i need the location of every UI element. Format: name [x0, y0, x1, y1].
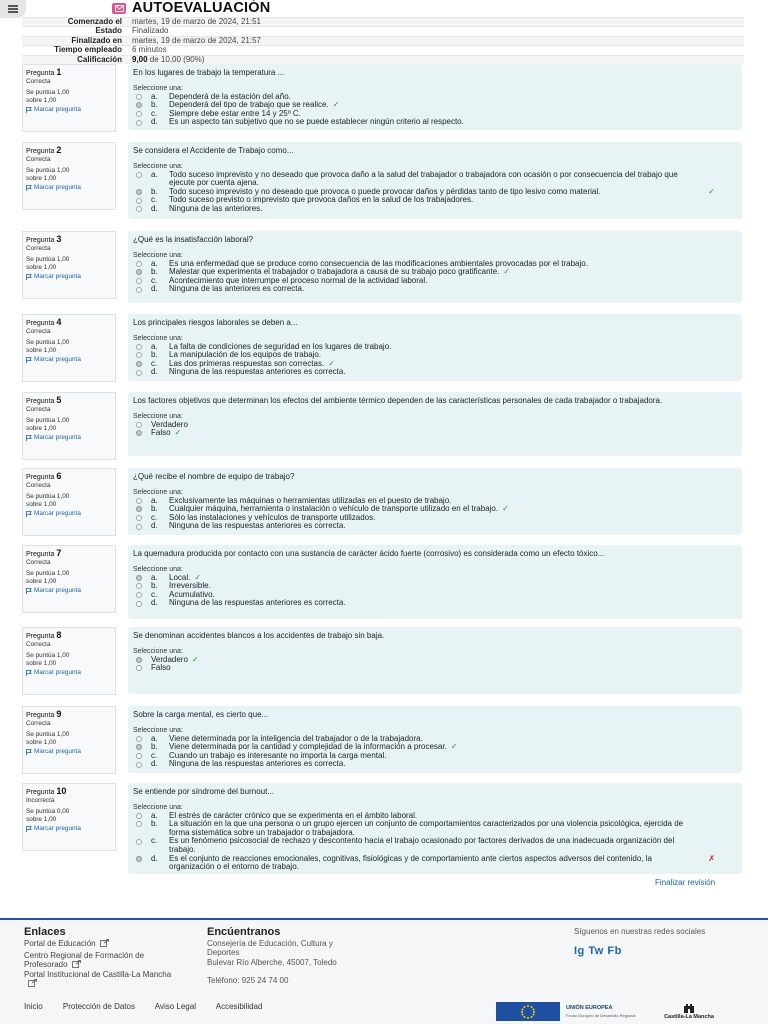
- answer-radio[interactable]: [136, 269, 142, 275]
- social-links[interactable]: Ig Tw Fb: [574, 945, 622, 957]
- answer-letter: a.: [151, 258, 158, 268]
- answer-prompt: Seleccione una:: [133, 488, 183, 496]
- answer-option[interactable]: [133, 118, 737, 127]
- question-content: [128, 545, 742, 619]
- answer-text: Local.: [169, 572, 191, 582]
- eu-label: UNIÓN EUROPEA Fondo Europeo de Desarrollo Regional: [566, 1005, 636, 1018]
- answer-radio[interactable]: [136, 120, 142, 126]
- answer-radio[interactable]: [136, 261, 142, 267]
- answer-radio[interactable]: [136, 430, 142, 436]
- answer-prompt: Seleccione una:: [133, 565, 183, 573]
- question-number: Pregunta 8: [26, 630, 62, 640]
- question-number: Pregunta 3: [26, 234, 62, 244]
- answer-letter: c.: [151, 836, 158, 846]
- answer-option[interactable]: [133, 760, 737, 769]
- question-status: Correcta: [26, 156, 51, 163]
- answer-text: Dependerá de la estación del año.: [169, 91, 291, 101]
- answer-letter: b.: [151, 100, 158, 110]
- question-content: [128, 314, 742, 381]
- footer-link-aviso-legal[interactable]: Aviso Legal: [154, 1002, 196, 1011]
- answer-text: Siempre debe estar entre 14 y 25º C.: [169, 108, 301, 118]
- flag-icon: [26, 749, 32, 755]
- answer-text: Ninguna de las anteriores.: [169, 203, 263, 213]
- question-content: [128, 706, 742, 773]
- question-status: Correcta: [26, 482, 51, 489]
- question-content: [128, 392, 742, 456]
- question-number: Pregunta 10: [26, 786, 67, 796]
- answer-option[interactable]: [133, 574, 737, 583]
- flag-question-link[interactable]: Marcar pregunta: [26, 510, 112, 518]
- answer-letter: b.: [151, 504, 158, 514]
- answer-text: Ninguna de las respuestas anteriores es correcta.: [169, 759, 346, 769]
- answer-radio[interactable]: [136, 506, 142, 512]
- question-score: Se puntúa 1,00: [26, 652, 70, 659]
- answer-option[interactable]: [133, 421, 737, 430]
- flag-icon: [26, 185, 32, 191]
- answer-letter: b.: [151, 267, 158, 277]
- summary-label: Finalizado en: [22, 36, 130, 45]
- question-info: [22, 783, 116, 851]
- question-info: [22, 231, 116, 299]
- summary-label: Estado: [22, 27, 130, 36]
- answer-letter: d.: [151, 117, 158, 127]
- footer: [0, 918, 768, 1024]
- answer-radio[interactable]: [136, 422, 142, 428]
- answer-letter: b.: [151, 350, 158, 360]
- answer-radio[interactable]: [136, 287, 142, 293]
- flag-icon: [26, 435, 32, 441]
- answer-letter: a.: [151, 495, 158, 505]
- answer-option[interactable]: [133, 837, 737, 854]
- question-status: Correcta: [26, 720, 51, 727]
- question-score: Se puntúa 1,00: [26, 731, 70, 738]
- answer-option[interactable]: [133, 664, 737, 673]
- footer-contact-title: Encúentranos: [207, 926, 281, 938]
- menu-toggle-button[interactable]: [0, 0, 26, 18]
- question-number: Pregunta 4: [26, 317, 62, 327]
- correct-check-icon: ✓: [191, 654, 199, 664]
- answer-radio[interactable]: [136, 172, 142, 178]
- answer-radio[interactable]: [136, 762, 142, 768]
- answer-letter: c.: [151, 589, 158, 599]
- answer-text: Irreversible.: [169, 581, 211, 591]
- answer-option[interactable]: [133, 205, 737, 214]
- answer-option[interactable]: [133, 171, 737, 188]
- answer-prompt: Seleccione una:: [133, 162, 183, 170]
- castilla-la-mancha-logo: Castilla-La Mancha: [664, 1002, 714, 1022]
- answer-letter: a.: [151, 341, 158, 351]
- external-link-icon: [100, 939, 109, 947]
- answer-text: Acumulativo.: [169, 589, 215, 599]
- correct-check-icon: ✓: [708, 186, 715, 196]
- answer-option[interactable]: [133, 582, 737, 591]
- answer-option[interactable]: [133, 522, 737, 531]
- correct-check-icon: ✓: [332, 100, 340, 110]
- question-text: Se considera el Accidente de Trabajo como...: [133, 146, 294, 155]
- answer-radio[interactable]: [136, 665, 142, 671]
- answer-text: Dependerá del tipo de trabajo que se realice.: [169, 100, 329, 110]
- question-max: sobre 1,00: [26, 501, 57, 508]
- question-status: Incorrecta: [26, 797, 55, 804]
- answer-text: Ninguna de las respuestas anteriores es correcta.: [169, 598, 346, 608]
- question-content: [128, 468, 742, 535]
- answer-radio[interactable]: [136, 352, 142, 358]
- correct-check-icon: ✓: [174, 428, 182, 438]
- answer-radio[interactable]: [136, 813, 142, 819]
- answer-radio[interactable]: [136, 524, 142, 530]
- question-number: Pregunta 9: [26, 709, 62, 719]
- attempt-summary: [22, 17, 744, 64]
- summary-label: Tiempo empleado: [22, 46, 130, 55]
- answer-option[interactable]: [133, 599, 737, 608]
- answer-option[interactable]: [133, 429, 737, 438]
- question-number: Pregunta 2: [26, 145, 62, 155]
- answer-radio[interactable]: [136, 189, 142, 195]
- question-text: En los lugares de trabajo la temperatura ...: [133, 68, 285, 77]
- question-info: [22, 706, 116, 774]
- answer-radio[interactable]: [136, 657, 142, 663]
- flag-question-link[interactable]: Marcar pregunta: [26, 748, 112, 756]
- flag-question-link[interactable]: Marcar pregunta: [26, 434, 112, 442]
- external-link-icon: [72, 960, 81, 968]
- question-max: sobre 1,00: [26, 175, 57, 182]
- answer-radio[interactable]: [136, 94, 142, 100]
- incorrect-cross-icon: ✗: [708, 853, 715, 863]
- answer-letter: d.: [151, 521, 158, 531]
- answer-text: Viene determinada por la inteligencia del trabajador o de la trabajadora.: [169, 733, 423, 743]
- correct-check-icon: ✓: [328, 358, 335, 368]
- question-score: Se puntúa 1,00: [26, 167, 70, 174]
- answer-option[interactable]: [133, 656, 737, 665]
- answer-option[interactable]: [133, 285, 737, 294]
- question-text: Se denominan accidentes blancos a los accidentes de trabajo sin baja.: [133, 631, 385, 640]
- question-status: Correcta: [26, 641, 51, 648]
- footer-address: Bulevar Río Alberche, 45007, Toledo: [207, 958, 337, 967]
- footer-social-text: Síguenos en nuestras redes sociales: [574, 927, 706, 936]
- question-text: Se entiende por síndrome del burnout...: [133, 787, 274, 796]
- answer-letter: c.: [151, 750, 158, 760]
- answer-text: Ninguna de las respuestas anteriores es correcta.: [169, 367, 346, 377]
- question-status: Correcta: [26, 78, 51, 85]
- question-text: Los principales riesgos laborales se deben a...: [133, 318, 298, 327]
- flag-icon: [26, 826, 32, 832]
- answer-text: Es una enfermedad que se produce como consecuencia de las modificaciones ambientales provocadas por el trabajo.: [169, 258, 588, 268]
- flag-icon: [26, 107, 32, 113]
- answer-text: Falso: [151, 428, 171, 438]
- question-max: sobre 1,00: [26, 660, 57, 667]
- answer-letter: d.: [151, 853, 158, 863]
- grade-score: 9,00: [132, 54, 148, 64]
- answer-letter: c.: [151, 512, 158, 522]
- question-max: sobre 1,00: [26, 425, 57, 432]
- answer-text: Malestar que experimenta el trabajador o trabajadora a causa de su trabajo poco gratificante.: [169, 267, 500, 277]
- finish-review-link[interactable]: Finalizar revisión: [655, 878, 716, 887]
- answer-option[interactable]: [133, 368, 737, 377]
- question-text: La quemadura producida por contacto con una sustancia de carácter ácido fuerte (corrosivo) es considerada como un efecto tóxico...: [133, 549, 605, 558]
- answer-radio[interactable]: [136, 592, 142, 598]
- question-score: Se puntúa 1,00: [26, 493, 70, 500]
- eu-flag-icon: [496, 1002, 560, 1021]
- answer-text: Falso: [151, 663, 171, 673]
- grade-rest: de 10,00 (90%): [147, 54, 205, 64]
- answer-prompt: Seleccione una:: [133, 251, 183, 259]
- flag-icon: [26, 670, 32, 676]
- question-content: [128, 64, 742, 130]
- question-number: Pregunta 5: [26, 395, 62, 405]
- question-info: [22, 545, 116, 613]
- answer-letter: d.: [151, 598, 158, 608]
- answer-letter: a.: [151, 572, 158, 582]
- answer-radio[interactable]: [136, 839, 142, 845]
- question-max: sobre 1,00: [26, 97, 57, 104]
- answer-radio[interactable]: [136, 575, 142, 581]
- answer-text: Cualquier máquina, herramienta o instalación o vehículo de transporte utilizado en el trabajo.: [169, 504, 499, 514]
- question-content: [128, 231, 742, 303]
- answer-radio[interactable]: [136, 753, 142, 759]
- answer-text: Verdadero: [151, 654, 188, 664]
- answer-text: Es un fenómeno psicosocial de rechazo y descontento hacia el trabajo ocasionado por factores derivados de una inadecuada organización del trabajo.: [169, 836, 675, 854]
- menu-icon: [8, 8, 18, 10]
- answer-letter: c.: [151, 108, 158, 118]
- castle-icon: [683, 1002, 695, 1013]
- question-info: [22, 314, 116, 382]
- question-info: [22, 468, 116, 536]
- quiz-icon: [112, 3, 126, 14]
- question-max: sobre 1,00: [26, 264, 57, 271]
- question-content: [128, 627, 742, 694]
- question-text: ¿Qué recibe el nombre de equipo de trabajo?: [133, 472, 295, 481]
- answer-radio[interactable]: [136, 361, 142, 367]
- question-score: Se puntúa 1,00: [26, 256, 70, 263]
- question-text: Los factores objetivos que determinan los efectos del ambiente térmico dependen de las características personales de cada trabajador o trabajadora.: [133, 396, 663, 405]
- answer-text: La falta de condiciones de seguridad en los lugares de trabajo.: [169, 341, 392, 351]
- question-max: sobre 1,00: [26, 578, 57, 585]
- answer-text: El estrés de carácter crónico que se experimenta en el ámbito laboral.: [169, 810, 418, 820]
- answer-text: Acontecimiento que interrumpe el proceso normal de la actividad laboral.: [169, 275, 428, 285]
- answer-text: Exclusivamente las máquinas o herramientas utilizadas en el puesto de trabajo.: [169, 495, 452, 505]
- answer-letter: d.: [151, 203, 158, 213]
- flag-question-link[interactable]: Marcar pregunta: [26, 106, 112, 114]
- answer-text: Ninguna de las respuestas anteriores es correcta.: [169, 521, 346, 531]
- answer-letter: d.: [151, 367, 158, 377]
- answer-prompt: Seleccione una:: [133, 334, 183, 342]
- question-info: [22, 64, 116, 132]
- footer-link-crfp[interactable]: Centro Regional de Formación de Profesorado: [24, 951, 145, 969]
- question-info: [22, 627, 116, 695]
- correct-check-icon: ✓: [450, 742, 458, 752]
- question-score: Se puntúa 1,00: [26, 339, 70, 346]
- answer-radio[interactable]: [136, 744, 142, 750]
- answer-letter: c.: [151, 195, 158, 205]
- footer-link-proteccion-datos[interactable]: Protección de Datos: [62, 1002, 135, 1011]
- answer-text: Todo suceso imprevisto y no deseado que provoca daño a la salud del trabajador o trabajadora con ocasión o por consecuencia del trabajo que ejecute por cuenta ajena.: [169, 169, 678, 188]
- correct-check-icon: ✓: [502, 504, 509, 514]
- answer-letter: a.: [151, 91, 158, 101]
- answer-prompt: Seleccione una:: [133, 647, 183, 655]
- summary-value: martes, 19 de marzo de 2024, 21:57: [130, 36, 744, 45]
- question-info: [22, 142, 116, 210]
- question-number: Pregunta 1: [26, 67, 62, 77]
- answer-letter: d.: [151, 284, 158, 294]
- answer-text: Todo suceso imprevisto y no deseado que provoca o puede provocar daños y pérdidas tanto de tipo lesivo como material.: [169, 186, 601, 196]
- question-max: sobre 1,00: [26, 816, 57, 823]
- flag-icon: [26, 274, 32, 280]
- answer-radio[interactable]: [136, 370, 142, 376]
- question-score: Se puntúa 1,00: [26, 417, 70, 424]
- question-max: sobre 1,00: [26, 739, 57, 746]
- summary-value: Finalizado: [130, 27, 744, 36]
- question-status: Correcta: [26, 245, 51, 252]
- answer-text: Es un aspecto tan subjetivo que no se puede establecer ningún criterio al respecto.: [169, 117, 464, 127]
- question-max: sobre 1,00: [26, 347, 57, 354]
- footer-link-inicio[interactable]: Inicio: [24, 1002, 43, 1011]
- answer-radio[interactable]: [136, 344, 142, 350]
- page-header: [112, 0, 270, 16]
- footer-link-accesibilidad[interactable]: Accesibilidad: [215, 1002, 263, 1011]
- external-link-icon: [28, 979, 37, 987]
- page-title: AUTOEVALUACIÓN: [132, 0, 271, 16]
- flag-icon: [26, 588, 32, 594]
- answer-letter: d.: [151, 759, 158, 769]
- answer-prompt: Seleccione una:: [133, 726, 183, 734]
- flag-question-link[interactable]: Marcar pregunta: [26, 184, 112, 192]
- answer-text: Todo suceso previsto o imprevisto que provoca daños en la salud de los trabajadores.: [169, 195, 474, 205]
- answer-radio[interactable]: [136, 498, 142, 504]
- footer-links-title: Enlaces: [24, 926, 66, 938]
- answer-prompt: Seleccione una:: [133, 803, 183, 811]
- question-content: [128, 783, 742, 874]
- answer-radio[interactable]: [136, 583, 142, 589]
- answer-text: Las dos primeras respuestas son correctas.: [169, 358, 325, 368]
- footer-bottom-links: [24, 1002, 280, 1011]
- answer-letter: c.: [151, 275, 158, 285]
- answer-radio[interactable]: [136, 856, 142, 862]
- flag-question-link[interactable]: Marcar pregunta: [26, 825, 112, 833]
- question-number: Pregunta 7: [26, 548, 62, 558]
- answer-letter: c.: [151, 358, 158, 368]
- answer-prompt: Seleccione una:: [133, 412, 183, 420]
- answer-radio[interactable]: [136, 198, 142, 204]
- answer-letter: b.: [151, 581, 158, 591]
- answer-letter: a.: [151, 810, 158, 820]
- answer-letter: b.: [151, 742, 158, 752]
- answer-letter: b.: [151, 819, 158, 829]
- question-status: Correcta: [26, 406, 51, 413]
- answer-text: La manipulación de los equipos de trabajo.: [169, 350, 322, 360]
- flag-question-link[interactable]: Marcar pregunta: [26, 587, 112, 595]
- question-score: Se puntúa 0,00: [26, 808, 70, 815]
- answer-letter: a.: [151, 733, 158, 743]
- footer-phone: Teléfono: 925 24 74 00: [207, 976, 289, 985]
- question-number: Pregunta 6: [26, 471, 62, 481]
- answer-radio[interactable]: [136, 821, 142, 827]
- answer-radio[interactable]: [136, 111, 142, 117]
- summary-grade: [130, 55, 744, 64]
- answer-radio[interactable]: [136, 102, 142, 108]
- question-score: Se puntúa 1,00: [26, 89, 70, 96]
- flag-question-link[interactable]: Marcar pregunta: [26, 669, 112, 677]
- answer-text: Sólo las instalaciones y vehículos de transporte utilizados.: [169, 512, 376, 522]
- question-status: Correcta: [26, 328, 51, 335]
- answer-letter: b.: [151, 186, 158, 196]
- summary-label: Calificación: [22, 55, 130, 64]
- answer-prompt: Seleccione una:: [133, 84, 183, 92]
- answer-option[interactable]: [133, 855, 737, 872]
- question-text: ¿Qué es la insatisfacción laboral?: [133, 235, 254, 244]
- correct-check-icon: ✓: [503, 267, 511, 277]
- question-status: Correcta: [26, 559, 51, 566]
- answer-radio[interactable]: [136, 601, 142, 607]
- answer-text: Cuando un trabajo es interesante no importa la carga mental.: [169, 750, 387, 760]
- correct-check-icon: ✓: [194, 572, 202, 582]
- question-text: Sobre la carga mental, es cierto que...: [133, 710, 269, 719]
- summary-label: Comenzado el: [22, 18, 130, 27]
- footer-link-castilla-la-mancha[interactable]: Portal Institucional de Castilla-La Mancha: [24, 970, 184, 988]
- answer-letter: a.: [151, 169, 158, 179]
- answer-radio[interactable]: [136, 736, 142, 742]
- flag-icon: [26, 511, 32, 517]
- question-score: Se puntúa 1,00: [26, 570, 70, 577]
- flag-question-link[interactable]: Marcar pregunta: [26, 273, 112, 281]
- answer-text: Viene determinada por la cantidad y complejidad de la información a procesar.: [169, 742, 447, 752]
- flag-icon: [26, 357, 32, 363]
- summary-value: 6 minutos: [130, 46, 744, 55]
- answer-text: La situación en la que una persona o un grupo ejercen un conjunto de comportamientos caracterizados por una violencia psicológica, ejercida de forma sistemática sobre un trabajador o trabajadora.: [169, 819, 684, 837]
- question-info: [22, 392, 116, 460]
- answer-radio[interactable]: [136, 515, 142, 521]
- answer-option[interactable]: [133, 820, 737, 837]
- answer-radio[interactable]: [136, 206, 142, 212]
- answer-radio[interactable]: [136, 278, 142, 284]
- answer-text: Verdadero: [151, 419, 188, 429]
- answer-text: Ninguna de las anteriores es correcta.: [169, 284, 305, 294]
- answer-text: Es el conjunto de reacciones emocionales, cognitivas, fisiológicas y de comportamiento ante ciertos aspectos adversos del contenido, la organización o el entorno de trabajo.: [169, 853, 652, 872]
- question-content: [128, 142, 742, 219]
- flag-question-link[interactable]: Marcar pregunta: [26, 356, 112, 364]
- summary-value: martes, 19 de marzo de 2024, 21:51: [130, 18, 744, 27]
- footer-org: Consejería de Educación, Cultura y Deportes: [207, 939, 333, 957]
- footer-link-portal-educacion[interactable]: Portal de Educación: [24, 939, 109, 948]
